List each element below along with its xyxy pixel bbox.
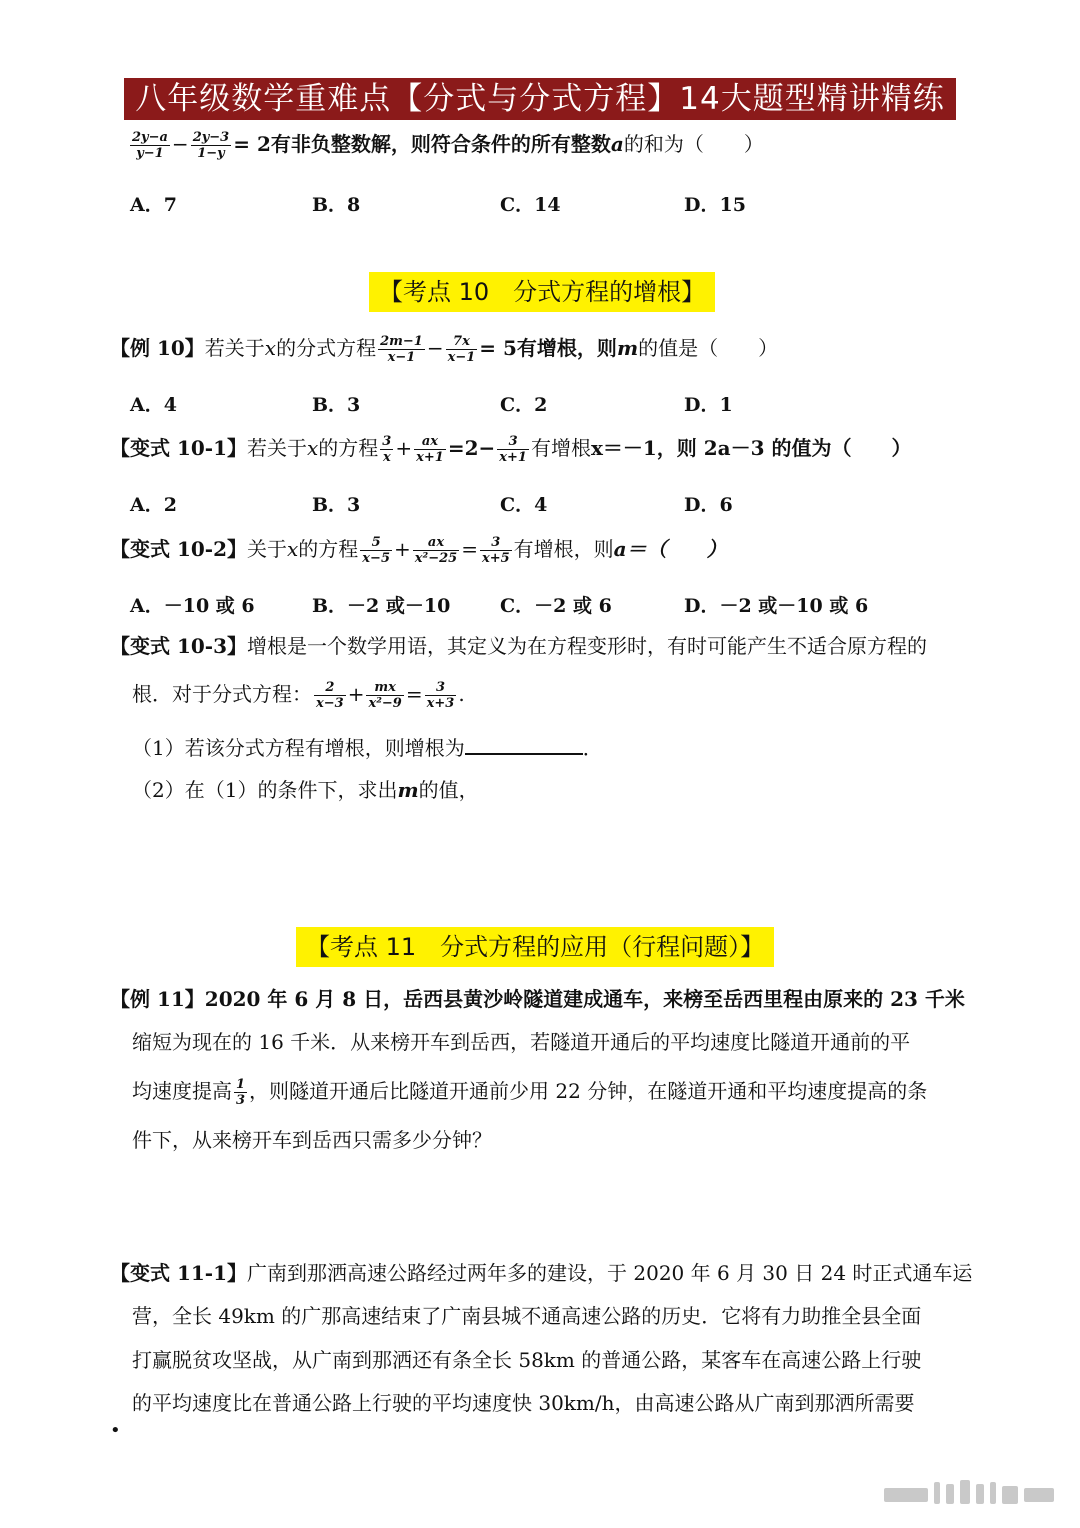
fraction: $\frac{3}{x+5}$ (481, 535, 510, 566)
example-11-line1: 【例 11】2020 年 6 月 8 日，岳西县黄沙岭隧道建成通车，来榜至岳西里程由原来的 23 千米 (110, 987, 965, 1011)
option-b: B．－2 或－10 (312, 595, 451, 617)
fraction: $\frac{ax}{x+1}$ (416, 434, 444, 465)
question-top: $\frac{2y-a}{y-1}$ − $\frac{2y-3}{1-y}$ = 2有非负整数解，则符合条件的所有整数a的和为（ ） (132, 130, 764, 161)
option-a: A．4 (130, 394, 177, 416)
fraction: $\frac{3}{x+3}$ (426, 680, 455, 711)
variant-11-1-line1: 【变式 11-1】广南到那洒高速公路经过两年多的建设，于 2020 年 6 月 30 日 24 时正式通车运 (110, 1261, 973, 1285)
banner-title: 八年级数学重难点【分式与分式方程】14大题型精讲精练 (124, 78, 956, 120)
fraction: $\frac{mx}{\text{x²−9}}$ (368, 680, 402, 711)
fraction: $\frac{2y-3}{1-y}$ (192, 130, 230, 161)
variant-10-3-sub1: （1）若该分式方程有增根，则增根为 ． (132, 733, 603, 762)
option-a: A．7 (130, 194, 177, 216)
section-heading-10: 【考点 10 分式方程的增根】 (369, 272, 715, 312)
example-11-line3: 均速度提高 $\frac{1}{3}$ ，则隧道开通后比隧道开通前少用 22 分钟，在隧道开通和平均速度提高的条 (132, 1077, 928, 1108)
example-11-line2: 缩短为现在的 16 千米．从来榜开车到岳西，若隧道开通后的平均速度比隧道开通前的平 (132, 1030, 911, 1054)
variant-10-3-sub2: （2）在（1）的条件下，求出m的值， (132, 778, 479, 802)
fraction: $\frac{1}{3}$ (236, 1077, 246, 1108)
fraction: $\frac{3}{x+1}$ (499, 434, 527, 465)
option-d: D．1 (684, 394, 733, 416)
fraction: $\frac{3}{x}$ (382, 434, 392, 465)
variant-10-3-line1: 【变式 10-3】增根是一个数学用语，其定义为在方程变形时，有时可能产生不适合原方程的 (110, 634, 928, 658)
variant-10-2: 【变式 10-2】关于x的方程 $\frac{5}{x-5}$ + $\frac{ax}{\text{x²−25}}$ = $\frac{3}{x+5}$ 有增根，则a＝（ ） (110, 535, 727, 566)
variant-10-1: 【变式 10-1】若关于x的方程 $\frac{3}{x}$ + $\frac{ax}{x+1}$ =2− $\frac{3}{x+1}$ 有增根x＝－1，则 2a－3 的值为（ ） (110, 434, 912, 465)
option-b: B．3 (312, 394, 361, 416)
fraction: $\frac{2}{x-3}$ (316, 680, 344, 711)
option-c: C．－2 或 6 (500, 595, 612, 617)
fraction: $\frac{2m-1}{x-1}$ (380, 334, 423, 365)
answer-blank (465, 733, 583, 755)
option-d: D．15 (684, 194, 746, 216)
fraction: $\frac{ax}{\text{x²−25}}$ (414, 535, 458, 566)
option-d: D．－2 或－10 或 6 (684, 595, 869, 617)
fraction: $\frac{2y-a}{y-1}$ (132, 130, 168, 161)
variant-11-1-line3: 打赢脱贫攻坚战，从广南到那洒还有条全长 58km 的普通公路，某客车在高速公路上行驶 (132, 1348, 922, 1372)
example-11-line4: 件下，从来榜开车到岳西只需多少分钟？ (132, 1128, 492, 1152)
fraction: $\frac{5}{x-5}$ (362, 535, 390, 566)
example-10: 【例 10】若关于x的分式方程 $\frac{2m-1}{x-1}$ − $\frac{7x}{x-1}$ = 5有增根，则m的值是（ ） (110, 334, 779, 365)
option-b: B．8 (312, 194, 361, 216)
option-d: D．6 (684, 494, 733, 516)
variant-10-3-line2: 根．对于分式方程： $\frac{2}{x-3}$ + $\frac{mx}{\text{x²−9}}$ = $\frac{3}{x+3}$ . (132, 680, 465, 711)
variant-11-1-line2: 营，全长 49km 的广那高速结束了广南县城不通高速公路的历史．它将有力助推全县全面 (132, 1304, 922, 1328)
bullet-dot: • (110, 1420, 121, 1441)
section-heading-11: 【考点 11 分式方程的应用（行程问题）】 (296, 927, 774, 967)
option-c: C．4 (500, 494, 548, 516)
option-a: A．2 (130, 494, 177, 516)
variant-11-1-line4: 的平均速度比在普通公路上行驶的平均速度快 30km/h，由高速公路从广南到那洒所需要 (132, 1391, 915, 1415)
fraction: $\frac{7x}{x-1}$ (447, 334, 476, 365)
option-c: C．2 (500, 394, 548, 416)
option-a: A．－10 或 6 (130, 595, 255, 617)
option-c: C．14 (500, 194, 561, 216)
option-b: B．3 (312, 494, 361, 516)
